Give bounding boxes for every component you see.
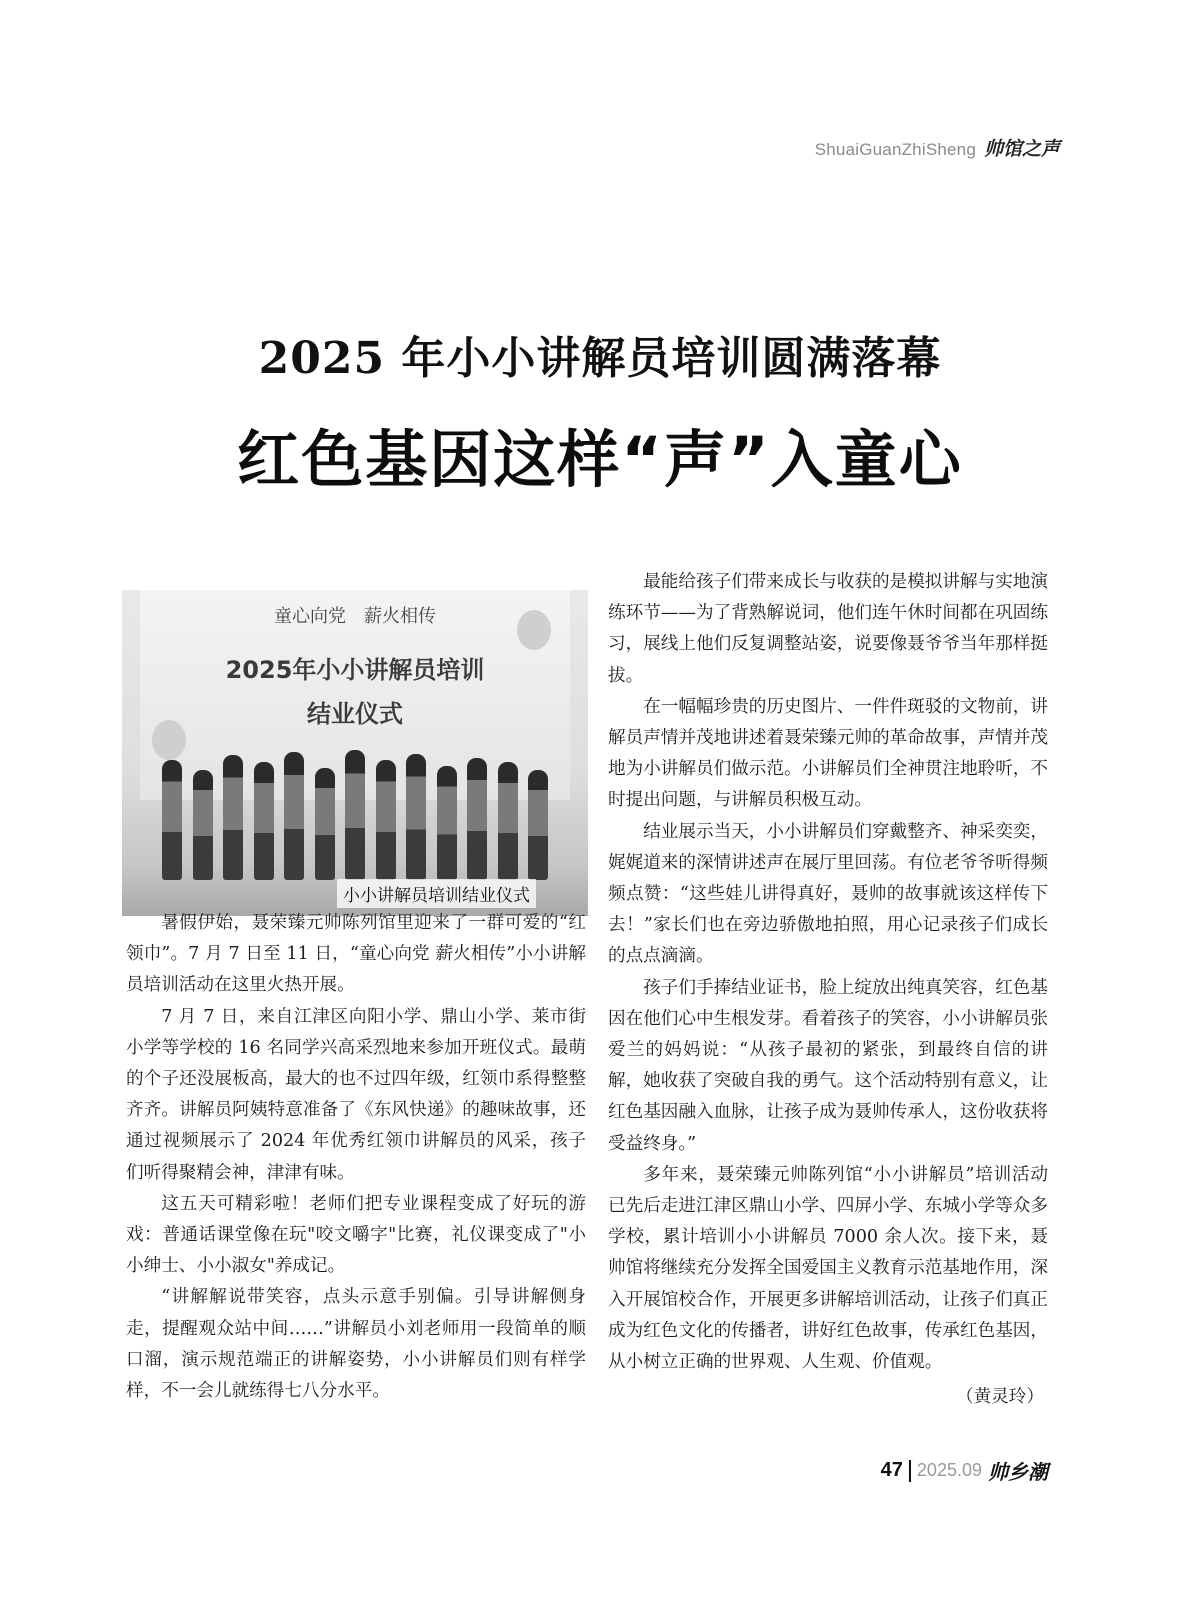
article-title-line2: 红色基因这样“声”入童心 (237, 423, 963, 496)
child-figure (528, 770, 548, 880)
section-header (815, 134, 1060, 161)
photo-caption: 小小讲解员培训结业仪式 (337, 879, 536, 908)
paragraph: 暑假伊始，聂荣臻元帅陈列馆里迎来了一群可爱的“红领巾”。7 月 7 日至 11 日，“童心向党 薪火相传”小小讲解员培训活动在这里火热开展。 (126, 913, 586, 996)
section-name-en: ShuaiGuanZhiSheng (814, 140, 976, 159)
paragraph: 这五天可精彩啦！老师们把专业课程变成了好玩的游戏：普通话课堂像在玩"咬文嚼字"比赛，礼仪课变成了"小小绅士、小小淑女"养成记。 (126, 1193, 586, 1277)
section-name-cn: 帅馆之声 (983, 138, 1060, 160)
article-column-right (608, 567, 1048, 1413)
magazine-logo: 帅乡潮 (988, 1460, 1048, 1484)
author-byline: （黄灵玲） (956, 1387, 1044, 1408)
child-figure (376, 760, 396, 880)
paragraph: 7 月 7 日，来自江津区向阳小学、鼎山小学、莱市街小学等学校的 16 名同学兴高采烈地来参加开班仪式。最萌的个子还没展板高，最大的也不过四年级，红领巾系得整整齐齐。讲解员阿姨特意准备了《东风快递》的趣味故事，还通过视频展示了 2024 年优秀红领巾讲解员的风采，孩子们听得聚精会神，津津有味。 (126, 1006, 586, 1183)
article-column-left (126, 908, 586, 1407)
paragraph: 孩子们手捧结业证书，脸上绽放出纯真笑容，红色基因在他们心中生根发芽。看着孩子的笑容，小小讲解员张爱兰的妈妈说：“从孩子最初的紧张，到最终自信的讲解，她收获了突破自我的勇气。这个活动特别有意义，让红色基因融入血脉，让孩子成为聂帅传承人，这份收获将受益终身。” (608, 977, 1048, 1154)
child-figure (437, 766, 457, 880)
paragraph: 结业展示当天，小小讲解员们穿戴整齐、神采奕奕，娓娓道来的深情讲述声在展厅里回荡。有位老爷爷听得频频点赞：“这些娃儿讲得真好，聂帅的故事就该这样传下去！”家长们也在旁边骄傲地拍照，用心记录孩子们成长的点点滴滴。 (608, 821, 1048, 967)
paragraph: 在一幅幅珍贵的历史图片、一件件斑驳的文物前，讲解员声情并茂地讲述着聂荣臻元帅的革命故事，声情并茂地为小讲解员们做示范。小讲解员们全神贯注地聆听，不时提出问题，与讲解员积极互动。 (608, 696, 1048, 811)
page-number: 47 (880, 1459, 903, 1481)
balloon-decoration (517, 610, 551, 650)
footer-divider (909, 1460, 911, 1482)
article-title-line1: 2025 年小小讲解员培训圆满落幕 (258, 333, 942, 384)
ceremony-photo (122, 590, 588, 916)
paragraph: “讲解解说带笑容，点头示意手别偏。引导讲解侧身走，提醒观众站中间……”讲解员小刘老师用一段简单的顺口溜，演示规范端正的讲解姿势，小小讲解员们则有样学样，不一会儿就练得七八分水平。 (126, 1287, 586, 1402)
child-figure (223, 755, 243, 880)
child-figure (162, 760, 182, 880)
paragraph: 最能给孩子们带来成长与收获的是模拟讲解与实地演练环节——为了背熟解说词，他们连午休时间都在巩固练习，展线上他们反复调整站姿，说要像聂爷爷当年那样挺拔。 (608, 572, 1048, 686)
children-group (162, 740, 548, 880)
child-figure (315, 768, 335, 880)
issue-date: 2025.09 (916, 1460, 982, 1480)
paragraph: 多年来，聂荣臻元帅陈列馆“小小讲解员”培训活动已先后走进江津区鼎山小学、四屏小学、东城小学等众多学校，累计培训小小讲解员 7000 余人次。接下来，聂帅馆将继续充分发挥全国爱国主义教育示范基地作用，深入开展馆校合作，开展更多讲解培训活动，让孩子们真正成为红色文化的传播者，讲好红色故事，传承红色基因，从小树立正确的世界观、人生观、价值观。 (608, 1164, 1048, 1373)
page-footer (881, 1456, 1048, 1485)
photo-banner-line2: 结业仪式 (307, 700, 403, 728)
child-figure (345, 750, 365, 880)
child-figure (406, 754, 426, 880)
child-figure (467, 758, 487, 880)
child-figure (254, 762, 274, 880)
child-figure (193, 770, 213, 880)
child-figure (498, 762, 518, 880)
photo-banner-line1: 2025年小小讲解员培训 (225, 656, 485, 684)
photo-slogan: 童心向党 薪火相传 (274, 606, 436, 627)
child-figure (284, 752, 304, 880)
